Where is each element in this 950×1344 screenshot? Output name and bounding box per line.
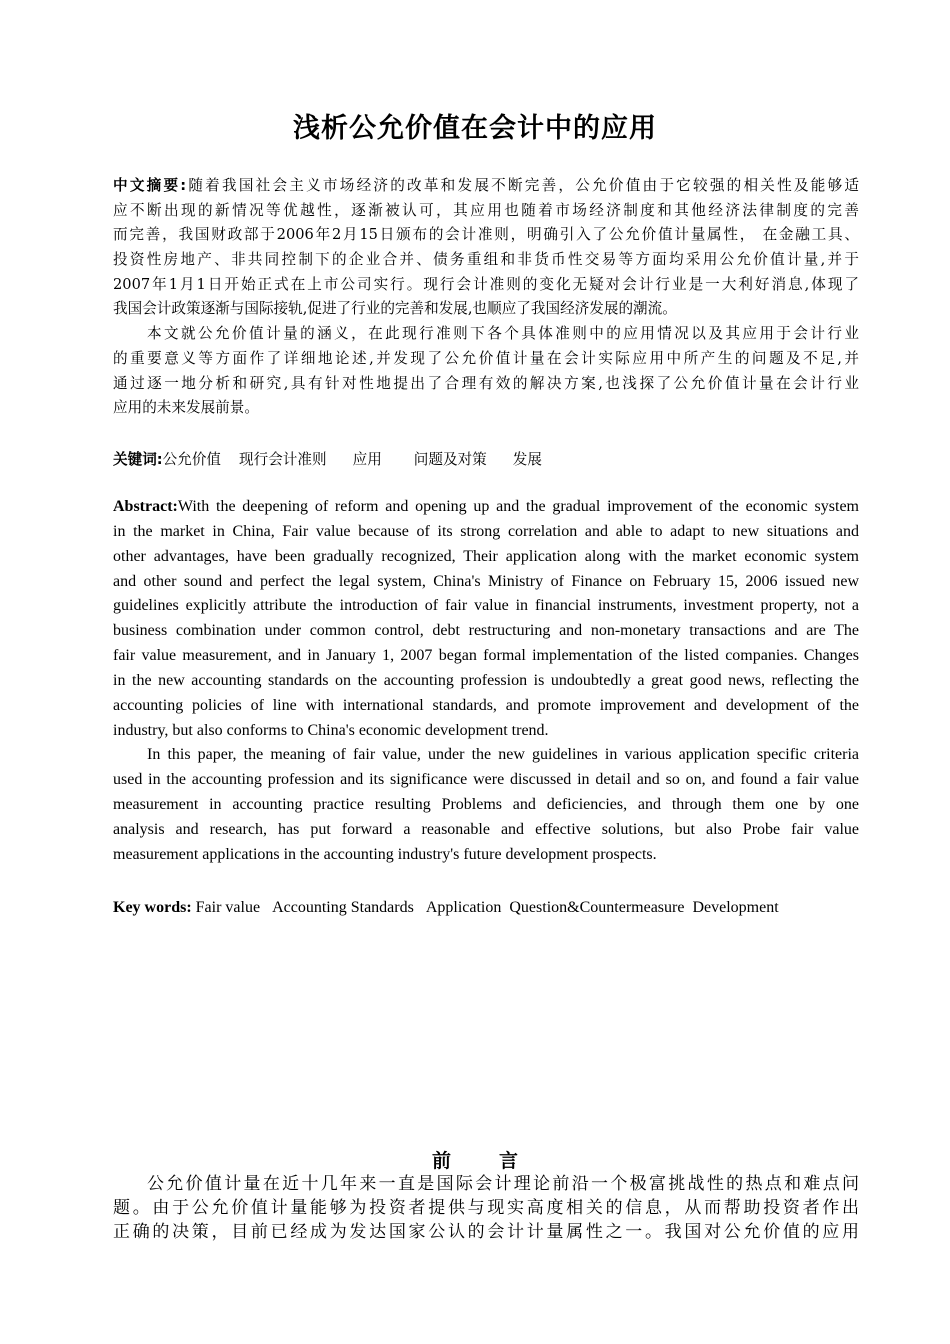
- line-text: 2007年1月1日开始正式在上市公司实行。现行会计准则的变化无疑对会计行业是一大利好消息,体现了: [113, 275, 859, 293]
- chinese-keywords: [113, 448, 859, 472]
- keyword: Fair value: [195, 899, 261, 916]
- text-line: [113, 545, 859, 570]
- line-text: With the deepening of reform and opening up and the gradual improvement of the economic system: [177, 498, 859, 515]
- line-text: 投资性房地产、非共同控制下的企业合并、债务重组和非货币性交易等方面均采用公允价值计量,并于: [113, 251, 859, 269]
- line-text: fair value measurement, and in January 1, 2007 began formal implementation of the listed companies. Changes: [113, 647, 859, 665]
- text-line: [113, 843, 859, 868]
- text-line: [113, 322, 859, 347]
- preface-heading-char: 前: [431, 1150, 451, 1172]
- text-line: [113, 199, 859, 224]
- abstract-label: 中文摘要:: [113, 177, 187, 194]
- text-line: [113, 297, 859, 322]
- keyword: Application: [425, 899, 502, 916]
- keyword: Question&Countermeasure: [509, 899, 685, 916]
- line-text: 公允价值计量在近十几年来一直是国际会计理论前沿一个极富挑战性的热点和难点问: [147, 1174, 859, 1194]
- chinese-abstract: [113, 174, 859, 421]
- line-text: 正确的决策，目前已经成为发达国家公认的会计计量属性之一。我国对公允价值的应用: [113, 1222, 859, 1242]
- text-line: [113, 768, 859, 793]
- text-line: [113, 570, 859, 595]
- text-line: [113, 396, 859, 421]
- line-text: in the new accounting standards on the accounting profession is undoubtedly a great good news, reflecting the: [113, 671, 859, 689]
- text-line: [113, 1196, 859, 1220]
- english-keywords-label: Key words:: [113, 899, 192, 916]
- text-line: [113, 273, 859, 298]
- text-line: [113, 248, 859, 273]
- line-text: 通过逐一地分析和研究,具有针对性地提出了合理有效的解决方案,也浅探了公允价值计量在会计行业: [113, 374, 859, 392]
- line-text: industry, but also conforms to China's economic development trend.: [113, 721, 549, 739]
- preface-heading: [0, 1146, 950, 1173]
- line-text: 随着我国社会主义市场经济的改革和发展不断完善，公允价值由于它较强的相关性及能够适: [186, 177, 859, 194]
- line-text: accounting policies of line with international standards, and promote improvement and development of the: [113, 696, 859, 714]
- text-line: [113, 669, 859, 694]
- abstract-label: Abstract:: [113, 498, 178, 515]
- text-line: [113, 644, 859, 669]
- line-text: guidelines explicitly attribute the introduction of fair value in financial instruments, investment property, not a: [113, 597, 859, 615]
- keyword: 问题及对策: [413, 451, 487, 468]
- text-line: [113, 594, 859, 619]
- english-abstract: [113, 495, 859, 868]
- preface-heading-char: 言: [499, 1150, 519, 1172]
- text-line: [113, 347, 859, 372]
- line-text: business combination under common control, debt restructuring and non-monetary transactions and are The: [113, 622, 859, 640]
- line-text: in the market in China, Fair value because of its strong correlation and able to adapt to new situations and: [113, 522, 859, 540]
- line-text: 而完善，我国财政部于2006年2月15日颁布的会计准则，明确引入了公允价值计量属性， 在金融工具、: [113, 226, 859, 244]
- keyword: 应用: [352, 451, 382, 468]
- document-title: 浅析公允价值在会计中的应用: [293, 113, 657, 144]
- text-line: [113, 520, 859, 545]
- text-line: [113, 1220, 859, 1244]
- text-line: [113, 619, 859, 644]
- line-text: 应不断出现的新情况等优越性，逐渐被认可，其应用也随着市场经济制度和其他经济法律制度的完善: [113, 201, 859, 219]
- line-text: measurement applications in the accounting industry's future development prospects.: [113, 845, 657, 863]
- text-line: [113, 694, 859, 719]
- text-line: [113, 495, 859, 520]
- text-line: [113, 174, 859, 199]
- line-text: 题。由于公允价值计量能够为投资者提供与现实高度相关的信息，从而帮助投资者作出: [113, 1198, 859, 1218]
- text-line: [113, 793, 859, 818]
- line-text: 本文就公允价值计量的涵义，在此现行准则下各个具体准则中的应用情况以及其应用于会计行业: [147, 325, 859, 343]
- english-keywords: [113, 896, 859, 920]
- line-text: 应用的未来发展前景。: [113, 399, 259, 417]
- keyword: 发展: [512, 451, 542, 468]
- text-line: [113, 223, 859, 248]
- line-text: other advantages, have been gradually recognized, Their application along with the market economic system: [113, 547, 859, 565]
- text-line: [113, 1172, 859, 1196]
- line-text: In this paper, the meaning of fair value, under the new guidelines in various application specific criteria: [147, 746, 859, 764]
- text-line: [113, 372, 859, 397]
- text-line: [113, 818, 859, 843]
- text-line: [113, 743, 859, 768]
- line-text: used in the accounting profession and its significance were discussed in detail and so on, and found a fair value: [113, 771, 859, 789]
- line-text: analysis and research, has put forward a reasonable and effective solutions, but also Probe fair value: [113, 820, 859, 838]
- keyword: Accounting Standards: [272, 899, 414, 916]
- keyword: Development: [692, 899, 779, 916]
- line-text: and other sound and perfect the legal system, China's Ministry of Finance on February 15, 2006 issued new: [113, 572, 859, 590]
- preface-body: [113, 1172, 859, 1244]
- keyword: 现行会计准则: [239, 451, 327, 468]
- chinese-keywords-label: 关键词:: [113, 451, 163, 468]
- text-line: [113, 719, 859, 744]
- line-text: 我国会计政策逐渐与国际接轨,促进了行业的完善和发展,也顺应了我国经济发展的潮流。: [113, 300, 677, 318]
- keyword: 公允价值: [162, 451, 222, 468]
- line-text: measurement in accounting practice resulting Problems and deficiencies, and through them one by one: [113, 796, 859, 814]
- line-text: 的重要意义等方面作了详细地论述,并发现了公允价值计量在会计实际应用中所产生的问题及不足,并: [113, 349, 859, 367]
